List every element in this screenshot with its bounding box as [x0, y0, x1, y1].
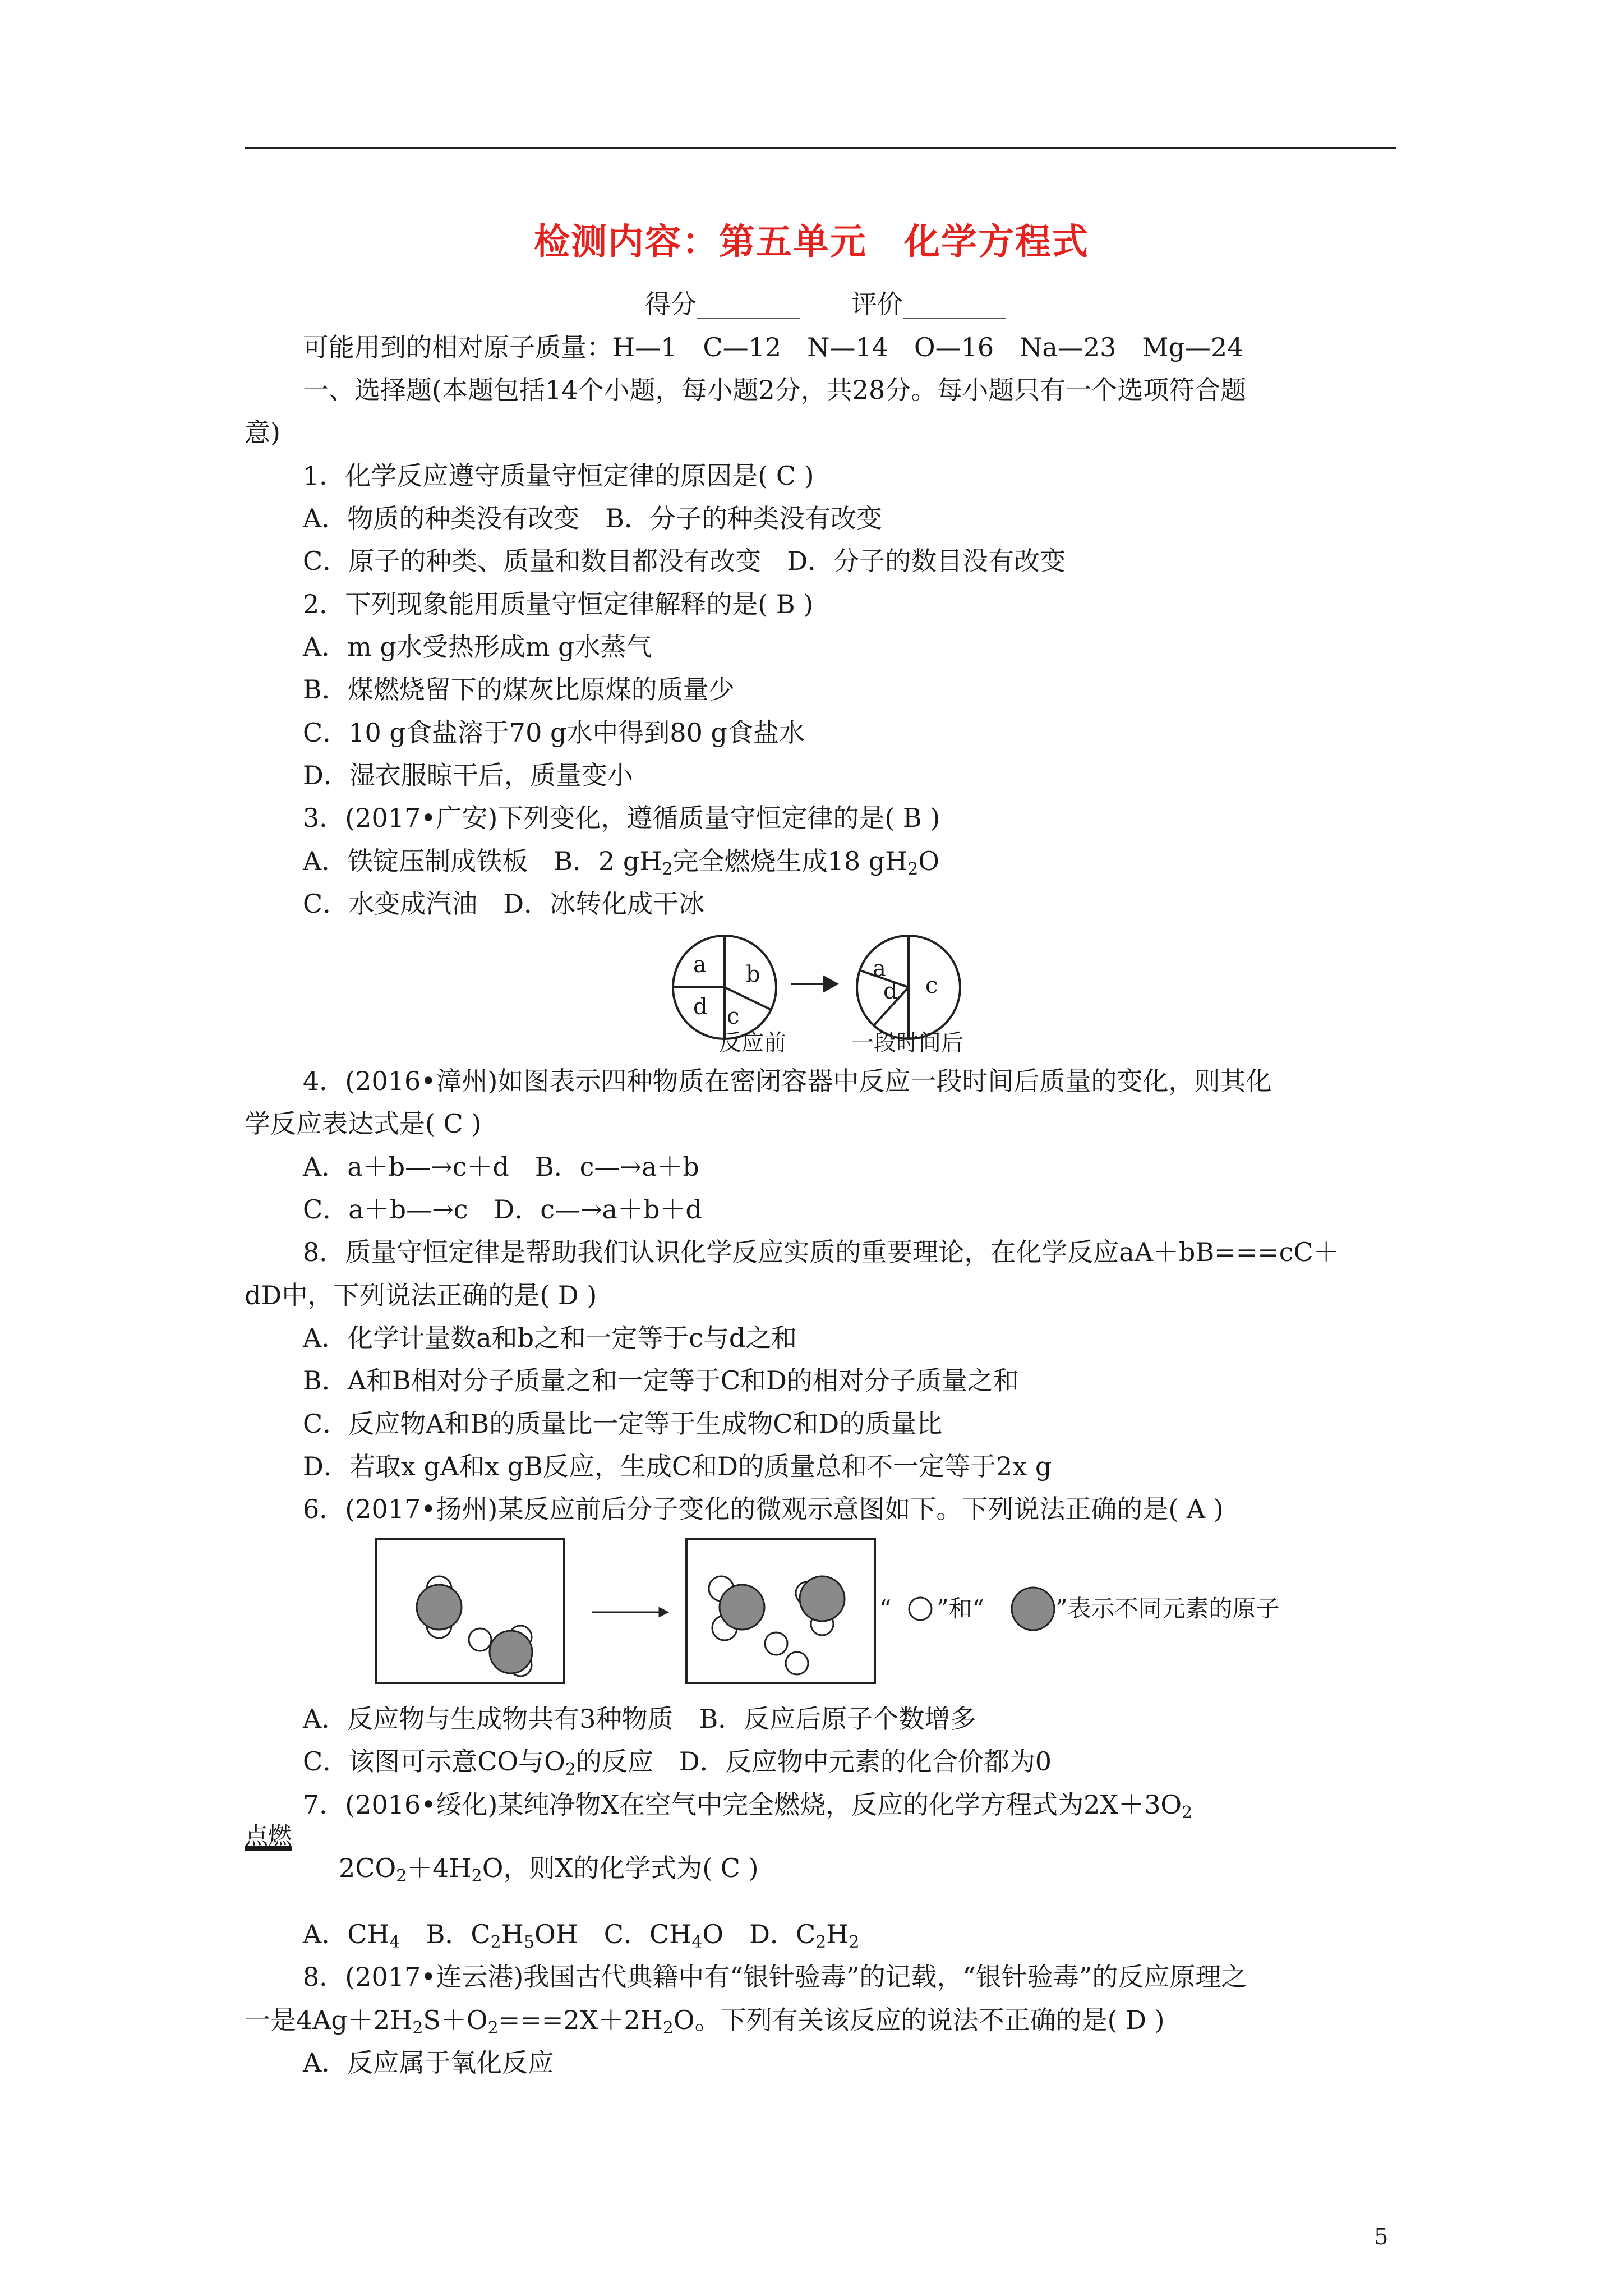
q2-option-c: C．10 g食盐溶于70 g水中得到80 g食盐水 — [303, 717, 805, 748]
arrow-icon — [592, 1608, 667, 1616]
pie-before-label-b: b — [746, 961, 760, 987]
q7-stem: 7．(2016•绥化)某纯净物X在空气中完全燃烧，反应的化学方程式为$2X+3O_2$ — [303, 1789, 1193, 1823]
section-heading: 一、选择题(本题包括14个小题，每小题2分，共28分。每小题只有一个选项符合题 — [303, 375, 1247, 405]
q2-option-a: A．m g水受热形成m g水蒸气 — [303, 632, 652, 662]
q6-options-cd: C．该图可示意CO与$O_2$的反应 D．反应物中元素的化合价都为0 — [303, 1746, 1052, 1779]
q1-options-cd: C．原子的种类、质量和数目都没有改变 D．分子的数目没有改变 — [303, 546, 1066, 576]
q1-stem: 1．化学反应遵守质量守恒定律的原因是( C ) — [303, 461, 814, 491]
section-heading-cont: 意) — [245, 417, 280, 448]
arrow-icon — [791, 977, 837, 991]
q5-stem: 8．质量守恒定律是帮助我们认识化学反应实质的重要理论，在化学反应aA＋bB===cC＋ — [303, 1237, 1339, 1267]
q4-options-ab: A．a＋b—→c＋d B．c—→a＋b — [303, 1152, 699, 1182]
pie-after — [857, 936, 960, 1039]
grey-atom — [720, 1585, 764, 1630]
legend-middle: ”和“ — [937, 1595, 984, 1622]
q5-option-c: C．反应物A和B的质量比一定等于生成物C和D的质量比 — [303, 1409, 943, 1439]
header-rule — [245, 147, 1396, 149]
q8-option-a: A．反应属于氧化反应 — [303, 2047, 554, 2078]
q1-options-ab: A．物质的种类没有改变 B．分子的种类没有改变 — [303, 503, 883, 533]
q6-options-ab: A．反应物与生成物共有3种物质 B．反应后原子个数增多 — [303, 1704, 976, 1734]
grey-atom — [490, 1631, 532, 1673]
q5-option-d: D．若取x gA和x gB反应，生成C和D的质量总和不一定等于2x g — [303, 1451, 1052, 1481]
pie-after-caption: 一段时间后 — [851, 1030, 963, 1056]
q5-option-a: A．化学计量数a和b之和一定等于c与d之和 — [303, 1323, 797, 1353]
score-line: 得分________ 评价________ — [645, 289, 1006, 319]
white-atom — [786, 1652, 808, 1674]
q8-stem: 8．(2017•连云港)我国古代典籍中有“银针验毒”的记载，“银针验毒”的反应原理之 — [303, 1962, 1247, 1992]
grey-atom — [417, 1585, 462, 1630]
white-atom — [765, 1632, 787, 1655]
reaction-condition: 点燃 — [245, 1822, 292, 1849]
products-box — [686, 1539, 875, 1683]
legend-open-quote: “ — [879, 1595, 892, 1622]
q7-options: A．$CH_4$ B．$C_2H_5OH$ C．$CH_4O$ D．$C_2H_2$ — [303, 1919, 860, 1952]
q3-options-ab: A．铁锭压制成铁板 B．2 $gH_2$完全燃烧生成18 $gH_2O$ — [303, 846, 940, 879]
pie-before-label-c: c — [727, 1004, 740, 1029]
atomic-masses: 可能用到的相对原子质量：H—1 C—12 N—14 O—16 Na—23 Mg—24 — [303, 332, 1244, 362]
q7-equation: $2CO_2+4H_2O$，则X的化学式为( C ) — [339, 1853, 759, 1886]
q8-stem-cont: 一是$4Ag+2H_2S+O_2===2X+2H_2O$。下列有关该反应的说法不正确的是( D ) — [245, 2005, 1165, 2038]
q6-stem: 6．(2017•扬州)某反应前后分子变化的微观示意图如下。下列说法正确的是( A ) — [303, 1494, 1224, 1524]
legend-text: ”表示不同元素的原子 — [1055, 1595, 1280, 1622]
pie-after-label-c: c — [925, 973, 938, 999]
legend-grey-atom — [1012, 1588, 1054, 1630]
q2-stem: 2．下列现象能用质量守恒定律解释的是( B ) — [303, 589, 814, 619]
q4-stem-cont: 学反应表达式是( C ) — [245, 1108, 482, 1139]
pie-before-caption: 反应前 — [719, 1030, 786, 1056]
q2-option-b: B．煤燃烧留下的煤灰比原煤的质量少 — [303, 674, 735, 705]
q4-stem: 4．(2016•漳州)如图表示四种物质在密闭容器中反应一段时间后质量的变化，则其化 — [303, 1066, 1272, 1096]
pie-after-label-a: a — [873, 956, 886, 982]
reactants-box — [376, 1539, 564, 1683]
q3-stem: 3．(2017•广安)下列变化，遵循质量守恒定律的是( B ) — [303, 803, 940, 833]
page-title: 检测内容：第五单元 化学方程式 — [534, 222, 1089, 263]
white-atom — [469, 1628, 491, 1651]
q3-options-cd: C．水变成汽油 D．冰转化成干冰 — [303, 889, 705, 919]
pie-before-label-a: a — [693, 952, 707, 978]
page-number: 5 — [1374, 2224, 1389, 2250]
q2-option-d: D．湿衣服晾干后，质量变小 — [303, 760, 633, 790]
pie-before-label-d: d — [693, 994, 708, 1020]
pie-before — [673, 936, 776, 1039]
q5-stem-cont: dD中，下列说法正确的是( D ) — [245, 1280, 597, 1310]
q4-options-cd: C．a＋b—→c D．c—→a＋b＋d — [303, 1194, 702, 1225]
grey-atom — [800, 1576, 845, 1621]
q5-option-b: B．A和B相对分子质量之和一定等于C和D的相对分子质量之和 — [303, 1365, 1019, 1396]
pie-after-label-d: d — [883, 978, 898, 1004]
legend-white-atom — [909, 1598, 932, 1620]
